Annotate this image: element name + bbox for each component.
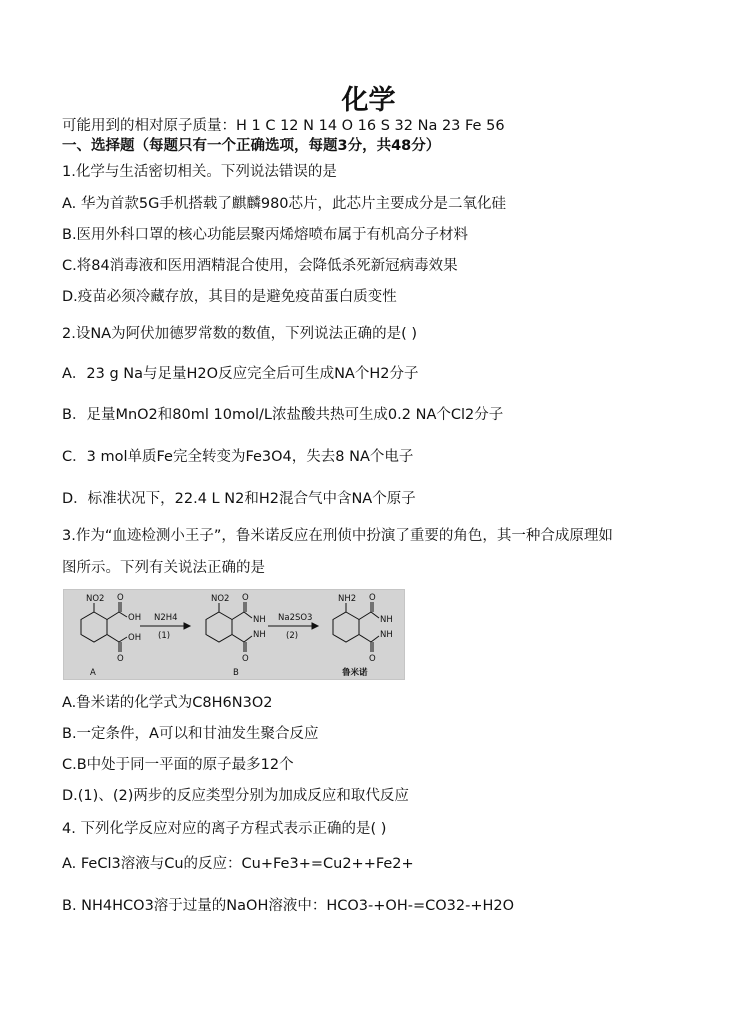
q4-option-b: B. NH4HCO3溶于过量的NaOH溶液中：HCO3-+OH-=CO32-+H2O (62, 898, 515, 914)
q3-option-a: A.鲁米诺的化学式为C8H6N3O2 (62, 695, 273, 711)
q3-stem-line2: 图所示。下列有关说法正确的是 (62, 560, 265, 576)
label-a: A (90, 668, 96, 678)
step-2-label: (2) (286, 631, 299, 641)
a-oh-bottom: OH (128, 633, 142, 643)
luminol-o-top: O (369, 593, 376, 603)
reagent-2: Na2SO3 (278, 613, 313, 623)
q3-option-b: B.一定条件，A可以和甘油发生聚合反应 (62, 726, 319, 742)
atomic-masses-line: 可能用到的相对原子质量：H 1 C 12 N 14 O 16 S 32 Na 23 Fe 56 (62, 118, 505, 134)
q3-option-c: C.B中处于同一平面的原子最多12个 (62, 757, 294, 773)
b-nh-bottom: NH (253, 630, 266, 640)
a-no2-label: NO2 (86, 594, 105, 604)
q2-option-b: B．足量MnO2和80ml 10mol/L浓盐酸共热可生成0.2 NA个Cl2分子 (62, 407, 504, 423)
q2-option-d: D．标准状况下，22.4 L N2和H2混合气中含NA个原子 (62, 491, 416, 507)
page-title: 化学 (341, 85, 396, 116)
a-oh-top: OH (128, 613, 142, 623)
step-1-label: (1) (158, 631, 171, 641)
a-o-top: O (117, 593, 124, 603)
molecule-a-ring (81, 612, 107, 642)
b-o-top: O (242, 593, 249, 603)
q1-stem: 1.化学与生活密切相关。下列说法错误的是 (62, 164, 337, 180)
label-b: B (233, 668, 239, 678)
q4-stem: 4. 下列化学反应对应的离子方程式表示正确的是( ) (62, 821, 387, 837)
q1-option-b: B.医用外科口罩的核心功能层聚丙烯熔喷布属于有机高分子材料 (62, 227, 469, 243)
luminol-nh-bottom: NH (380, 630, 393, 640)
reagent-1: N2H4 (154, 613, 178, 623)
b-o-bottom: O (242, 654, 249, 664)
luminol-nh-top: NH (380, 615, 393, 625)
molecule-b-ring (206, 612, 232, 642)
luminol-o-bottom: O (369, 654, 376, 664)
q2-option-a: A．23 g Na与足量H2O反应完全后可生成NA个H2分子 (62, 366, 419, 382)
q1-option-d: D.疫苗必须冷藏存放，其目的是避免疫苗蛋白质变性 (62, 289, 397, 305)
q2-option-c: C．3 mol单质Fe完全转变为Fe3O4，失去8 NA个电子 (62, 449, 414, 465)
luminol-nh2-label: NH2 (338, 594, 357, 604)
b-no2-label: NO2 (211, 594, 230, 604)
molecule-luminol-ring (333, 612, 359, 642)
q3-option-d: D.(1)、(2)两步的反应类型分别为加成反应和取代反应 (62, 788, 409, 804)
q3-stem-line1: 3.作为“血迹检测小王子”，鲁米诺反应在刑侦中扮演了重要的角色，其一种合成原理如 (62, 528, 613, 544)
b-nh-top: NH (253, 615, 266, 625)
q1-option-a: A. 华为首款5G手机搭载了麒麟980芯片，此芯片主要成分是二氧化硅 (62, 196, 507, 212)
label-luminol: 鲁米诺 (342, 668, 368, 678)
q2-stem: 2.设NA为阿伏加德罗常数的数值，下列说法正确的是( ) (62, 326, 418, 342)
q1-option-c: C.将84消毒液和医用酒精混合使用，会降低杀死新冠病毒效果 (62, 258, 458, 274)
reaction-scheme-svg (64, 590, 404, 679)
reaction-scheme (63, 589, 405, 680)
section-heading: 一、选择题（每题只有一个正确选项，每题3分，共48分） (62, 138, 441, 154)
a-o-bottom: O (117, 654, 124, 664)
q4-option-a: A. FeCl3溶液与Cu的反应：Cu+Fe3+=Cu2++Fe2+ (62, 856, 414, 872)
